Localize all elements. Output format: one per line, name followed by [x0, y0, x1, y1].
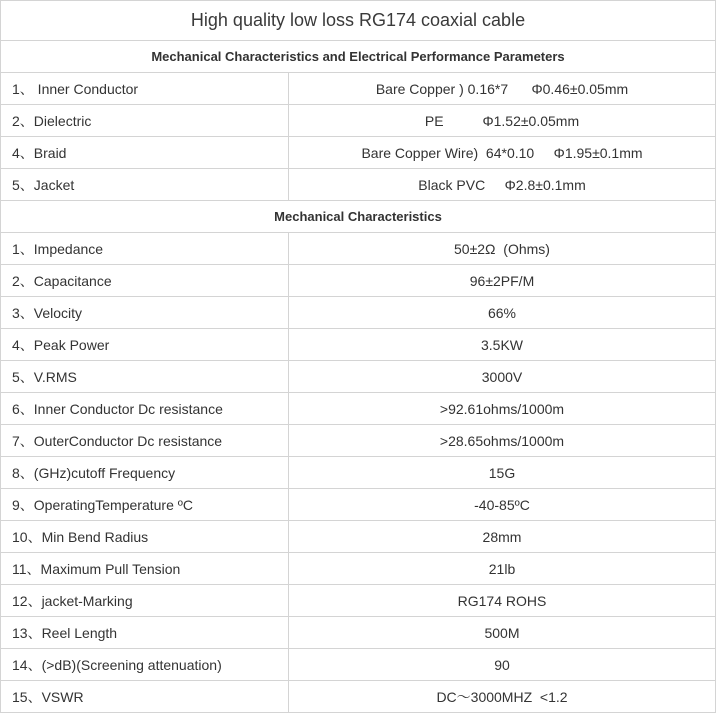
table-row [1, 297, 716, 329]
row-label: 2、Capacitance [1, 265, 289, 297]
table-row [1, 105, 716, 137]
row-value: >28.65ohms/1000m [289, 425, 716, 457]
row-value: 90 [289, 649, 716, 681]
row-value: 3000V [289, 361, 716, 393]
row-label: 15、VSWR [1, 681, 289, 713]
row-label: 10、Min Bend Radius [1, 521, 289, 553]
table-row [1, 521, 716, 553]
row-value: RG174 ROHS [289, 585, 716, 617]
page-title: High quality low loss RG174 coaxial cable [1, 1, 716, 41]
row-label: 1、 Inner Conductor [1, 73, 289, 105]
table-row [1, 489, 716, 521]
section-heading: Mechanical Characteristics and Electrical Performance Parameters [1, 41, 716, 73]
row-label: 4、Peak Power [1, 329, 289, 361]
section-header-row [1, 41, 716, 73]
row-value: >92.61ohms/1000m [289, 393, 716, 425]
row-value: 21lb [289, 553, 716, 585]
table-row [1, 425, 716, 457]
table-row [1, 681, 716, 713]
row-value: Bare Copper ) 0.16*7 Φ0.46±0.05mm [289, 73, 716, 105]
row-label: 3、Velocity [1, 297, 289, 329]
row-label: 1、Impedance [1, 233, 289, 265]
row-label: 7、OuterConductor Dc resistance [1, 425, 289, 457]
row-value: 15G [289, 457, 716, 489]
row-label: 5、V.RMS [1, 361, 289, 393]
row-value: 96±2PF/M [289, 265, 716, 297]
table-row [1, 553, 716, 585]
row-label: 8、(GHz)cutoff Frequency [1, 457, 289, 489]
section-header-row [1, 201, 716, 233]
row-value: -40-85ºC [289, 489, 716, 521]
row-value: 66% [289, 297, 716, 329]
table-row [1, 617, 716, 649]
table-row [1, 233, 716, 265]
table-row [1, 457, 716, 489]
row-value: 28mm [289, 521, 716, 553]
table-row [1, 265, 716, 297]
row-label: 13、Reel Length [1, 617, 289, 649]
table-row [1, 329, 716, 361]
table-row [1, 649, 716, 681]
spec-table-body [1, 1, 716, 713]
row-label: 14、(>dB)(Screening attenuation) [1, 649, 289, 681]
table-row [1, 73, 716, 105]
table-row [1, 137, 716, 169]
row-label: 9、OperatingTemperature ºC [1, 489, 289, 521]
row-value: PE Φ1.52±0.05mm [289, 105, 716, 137]
row-value: DC～3000MHZ <1.2 [289, 681, 716, 713]
row-value: 50±2Ω (Ohms) [289, 233, 716, 265]
table-row [1, 393, 716, 425]
row-label: 12、jacket-Marking [1, 585, 289, 617]
row-label: 6、Inner Conductor Dc resistance [1, 393, 289, 425]
row-label: 5、Jacket [1, 169, 289, 201]
row-label: 2、Dielectric [1, 105, 289, 137]
row-value: Bare Copper Wire) 64*0.10 Φ1.95±0.1mm [289, 137, 716, 169]
row-label: 4、Braid [1, 137, 289, 169]
table-row [1, 169, 716, 201]
title-row [1, 1, 716, 41]
section-heading: Mechanical Characteristics [1, 201, 716, 233]
table-row [1, 585, 716, 617]
table-row [1, 361, 716, 393]
row-value: 500M [289, 617, 716, 649]
row-label: 11、Maximum Pull Tension [1, 553, 289, 585]
row-value: Black PVC Φ2.8±0.1mm [289, 169, 716, 201]
row-value: 3.5KW [289, 329, 716, 361]
